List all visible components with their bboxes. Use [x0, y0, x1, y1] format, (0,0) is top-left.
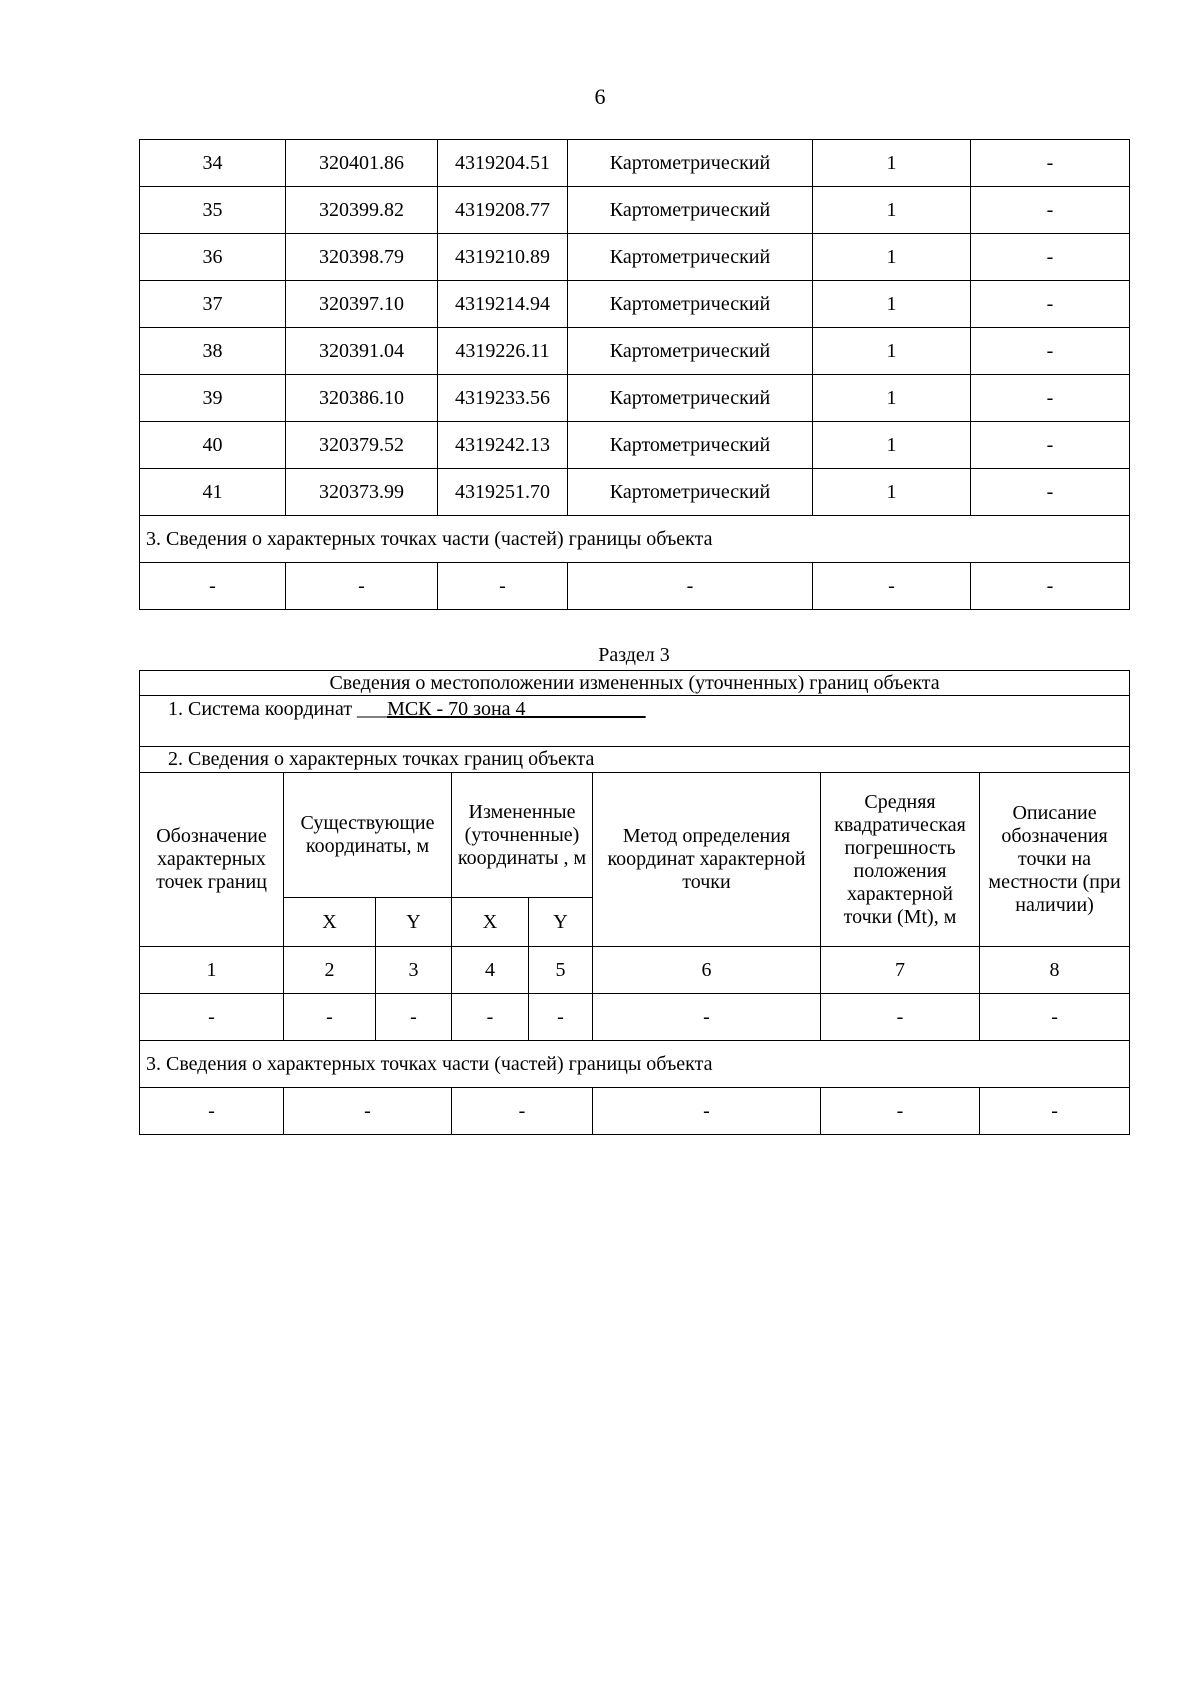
table-cell: 34 [140, 140, 286, 187]
table-cell: - [971, 140, 1130, 187]
table-cell: 320386.10 [286, 375, 438, 422]
table-cell: 320397.10 [286, 281, 438, 328]
table-cell: 320391.04 [286, 328, 438, 375]
section-3-title: Раздел 3 [598, 644, 670, 666]
header-description: Описание обозначения точки на местности (при наличии) [980, 773, 1130, 947]
header-designation: Обозначение характерных точек границ [140, 773, 284, 947]
point-cell: - [593, 994, 821, 1041]
table-cell: 320398.79 [286, 234, 438, 281]
table-cell: 1 [813, 187, 971, 234]
table-cell: 320373.99 [286, 469, 438, 516]
table-row [140, 422, 1130, 469]
parts-cell: - [813, 563, 971, 610]
table-cell: 35 [140, 187, 286, 234]
table-cell: - [971, 469, 1130, 516]
table-cell: 320401.86 [286, 140, 438, 187]
table-cell: - [971, 422, 1130, 469]
column-number: 8 [980, 947, 1130, 994]
table-cell: Картометрический [568, 375, 813, 422]
point-cell: - [140, 994, 284, 1041]
parts-cell: - [593, 1088, 821, 1135]
table-row [140, 234, 1130, 281]
table-cell: 41 [140, 469, 286, 516]
header-method: Метод определения координат характерной точки [593, 773, 821, 947]
table-cell: 1 [813, 469, 971, 516]
coordinate-system-label: 1. Система координат ___ [168, 698, 388, 720]
point-cell: - [376, 994, 452, 1041]
point-cell: - [529, 994, 593, 1041]
table-cell: Картометрический [568, 328, 813, 375]
table-cell: 4319242.13 [438, 422, 568, 469]
coordinate-system [140, 696, 1130, 747]
column-number: 3 [376, 947, 452, 994]
table-cell: 1 [813, 140, 971, 187]
column-number: 5 [529, 947, 593, 994]
table-cell: Картометрический [568, 187, 813, 234]
header-error: Средняя квадратическая погрешность положения характерной точки (Mt), м [821, 773, 980, 947]
point-cell: - [821, 994, 980, 1041]
table-cell: - [971, 187, 1130, 234]
table-cell: 1 [813, 281, 971, 328]
changed-boundaries-table [139, 670, 1130, 1135]
table-cell: 1 [813, 234, 971, 281]
table-cell: Картометрический [568, 469, 813, 516]
table-cell: 36 [140, 234, 286, 281]
table-row [140, 469, 1130, 516]
header-x-changed: X [452, 898, 529, 947]
table-cell: 1 [813, 422, 971, 469]
parts-section-label: 3. Сведения о характерных точках части (частей) границы объекта [140, 1041, 1130, 1088]
table-cell: 4319233.56 [438, 375, 568, 422]
table-cell: 4319204.51 [438, 140, 568, 187]
header-x-existing: X [284, 898, 376, 947]
point-cell: - [284, 994, 376, 1041]
header-changed-coordinates: Измененные (уточненные) координаты , м [452, 773, 593, 898]
column-number: 7 [821, 947, 980, 994]
parts-cell: - [980, 1088, 1130, 1135]
table-cell: 4319208.77 [438, 187, 568, 234]
parts-cell: - [452, 1088, 593, 1135]
table-cell: 4319226.11 [438, 328, 568, 375]
table-cell: - [971, 281, 1130, 328]
coordinates-table [139, 139, 1130, 610]
table-cell: 40 [140, 422, 286, 469]
column-number: 1 [140, 947, 284, 994]
parts-cell: - [140, 563, 286, 610]
table-cell: Картометрический [568, 140, 813, 187]
page-number: 6 [594, 84, 606, 109]
table-cell: Картометрический [568, 422, 813, 469]
column-number: 4 [452, 947, 529, 994]
parts-cell: - [140, 1088, 284, 1135]
table-cell: 38 [140, 328, 286, 375]
header-existing-coordinates: Существующие координаты, м [284, 773, 452, 898]
table-row [140, 328, 1130, 375]
coordinate-system-value: МСК - 70 зона 4____________ [387, 698, 646, 720]
table-row [140, 140, 1130, 187]
table-cell: - [971, 234, 1130, 281]
table-cell: 4319210.89 [438, 234, 568, 281]
table-cell: - [971, 328, 1130, 375]
point-cell: - [452, 994, 529, 1041]
table-row [140, 281, 1130, 328]
parts-cell: - [971, 563, 1130, 610]
column-number: 2 [284, 947, 376, 994]
parts-cell: - [284, 1088, 452, 1135]
table-cell: 1 [813, 375, 971, 422]
table-cell: 4319251.70 [438, 469, 568, 516]
points-section-label: 2. Сведения о характерных точках границ объекта [140, 747, 1130, 773]
column-number: 6 [593, 947, 821, 994]
table-title: Сведения о местоположении измененных (уточненных) границ объекта [140, 671, 1130, 696]
table-cell: - [971, 375, 1130, 422]
parts-section-label: 3. Сведения о характерных точках части (частей) границы объекта [140, 516, 1130, 563]
header-y-changed: Y [529, 898, 593, 947]
table-row [140, 375, 1130, 422]
parts-cell: - [821, 1088, 980, 1135]
table-cell: 1 [813, 328, 971, 375]
table-cell: 37 [140, 281, 286, 328]
table-cell: 39 [140, 375, 286, 422]
table-cell: 320379.52 [286, 422, 438, 469]
table-cell: 4319214.94 [438, 281, 568, 328]
parts-cell: - [438, 563, 568, 610]
parts-cell: - [568, 563, 813, 610]
table-cell: Картометрический [568, 234, 813, 281]
table-cell: Картометрический [568, 281, 813, 328]
table-cell: 320399.82 [286, 187, 438, 234]
point-cell: - [980, 994, 1130, 1041]
parts-cell: - [286, 563, 438, 610]
table-row [140, 187, 1130, 234]
header-y-existing: Y [376, 898, 452, 947]
